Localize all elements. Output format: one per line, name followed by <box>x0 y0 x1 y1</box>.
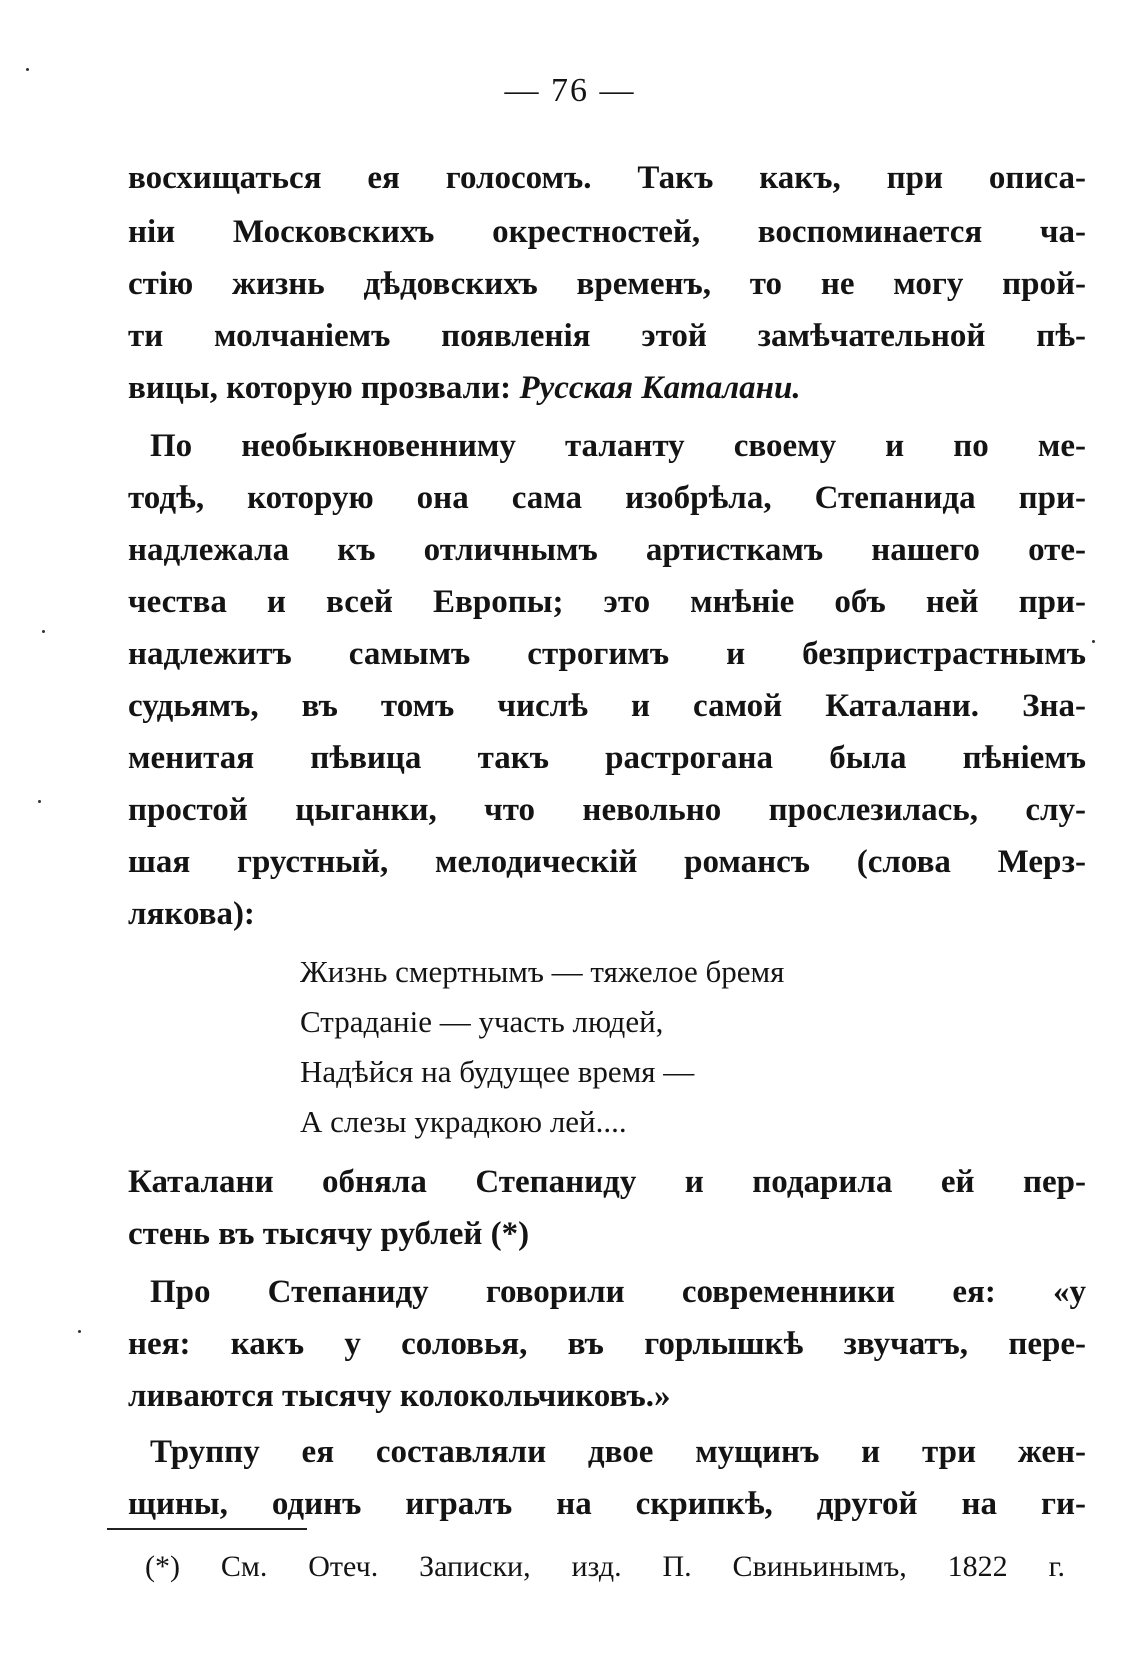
text-line: надлежала къ отличнымъ артисткамъ нашего оте- <box>128 532 1086 568</box>
text-line: судьямъ, въ томъ числѣ и самой Каталани. Зна- <box>128 688 1086 724</box>
text-line: стію жизнь дѣдовскихъ временъ, то не могу прой- <box>128 266 1086 302</box>
footnote: (*) См. Отеч. Записки, изд. П. Свиньинымъ, 1822 г. <box>145 1550 1065 1583</box>
text-line: тодѣ, которую она сама изобрѣла, Степанида при- <box>128 480 1086 516</box>
poem-line: Жизнь смертнымъ — тяжелое бремя <box>300 954 785 989</box>
footnote-divider <box>107 1528 307 1530</box>
poem-line: Страданіе — участь людей, <box>300 1004 664 1039</box>
scan-speck <box>1092 640 1095 643</box>
text-line: Про Степаниду говорили современники ея: «у <box>150 1274 1086 1310</box>
text-line: стень въ тысячу рублей (*) <box>128 1216 530 1252</box>
text-line: щины, одинъ игралъ на скрипкѣ, другой на ги- <box>128 1486 1086 1522</box>
text-line: Каталани обняла Степаниду и подарила ей пер- <box>128 1164 1086 1200</box>
scan-speck <box>78 1330 81 1333</box>
text-line: ніи Московскихъ окрестностей, воспоминается ча- <box>128 214 1086 250</box>
scan-speck <box>38 800 41 803</box>
text-line: чества и всей Европы; это мнѣніе объ ней при- <box>128 584 1086 620</box>
poem-line: А слезы украдкою лей.... <box>300 1104 627 1139</box>
text-line: нея: какъ у соловья, въ горлышкѣ звучатъ, пере- <box>128 1326 1086 1362</box>
text-line: По необыкновенниму таланту своему и по ме- <box>150 428 1086 464</box>
text-line: Труппу ея составляли двое мущинъ и три жен- <box>150 1434 1086 1470</box>
text-line: ливаются тысячу колокольчиковъ.» <box>128 1378 671 1414</box>
text-line: надлежитъ самымъ строгимъ и безпристрастнымъ <box>128 636 1086 672</box>
text-line: восхищаться ея голосомъ. Такъ какъ, при описа- <box>128 160 1086 196</box>
text-line <box>128 368 1086 408</box>
text-line: ти молчаніемъ появленія этой замѣчательной пѣ- <box>128 318 1086 354</box>
italic-title: Русская Каталани. <box>519 370 801 406</box>
text-line: шая грустный, мелодическій романсъ (слова Мерз- <box>128 844 1086 880</box>
poem-line: Надѣйся на будущее время — <box>300 1054 695 1089</box>
text-span: вицы, которую прозвали: <box>128 370 520 406</box>
text-line: менитая пѣвица такъ растрогана была пѣніемъ <box>128 740 1086 776</box>
text-line: лякова): <box>128 896 255 932</box>
scan-speck <box>42 630 45 633</box>
page-number: — 76 — <box>504 72 636 109</box>
text-line: простой цыганки, что невольно прослезилась, слу- <box>128 792 1086 828</box>
scan-speck <box>26 68 29 71</box>
